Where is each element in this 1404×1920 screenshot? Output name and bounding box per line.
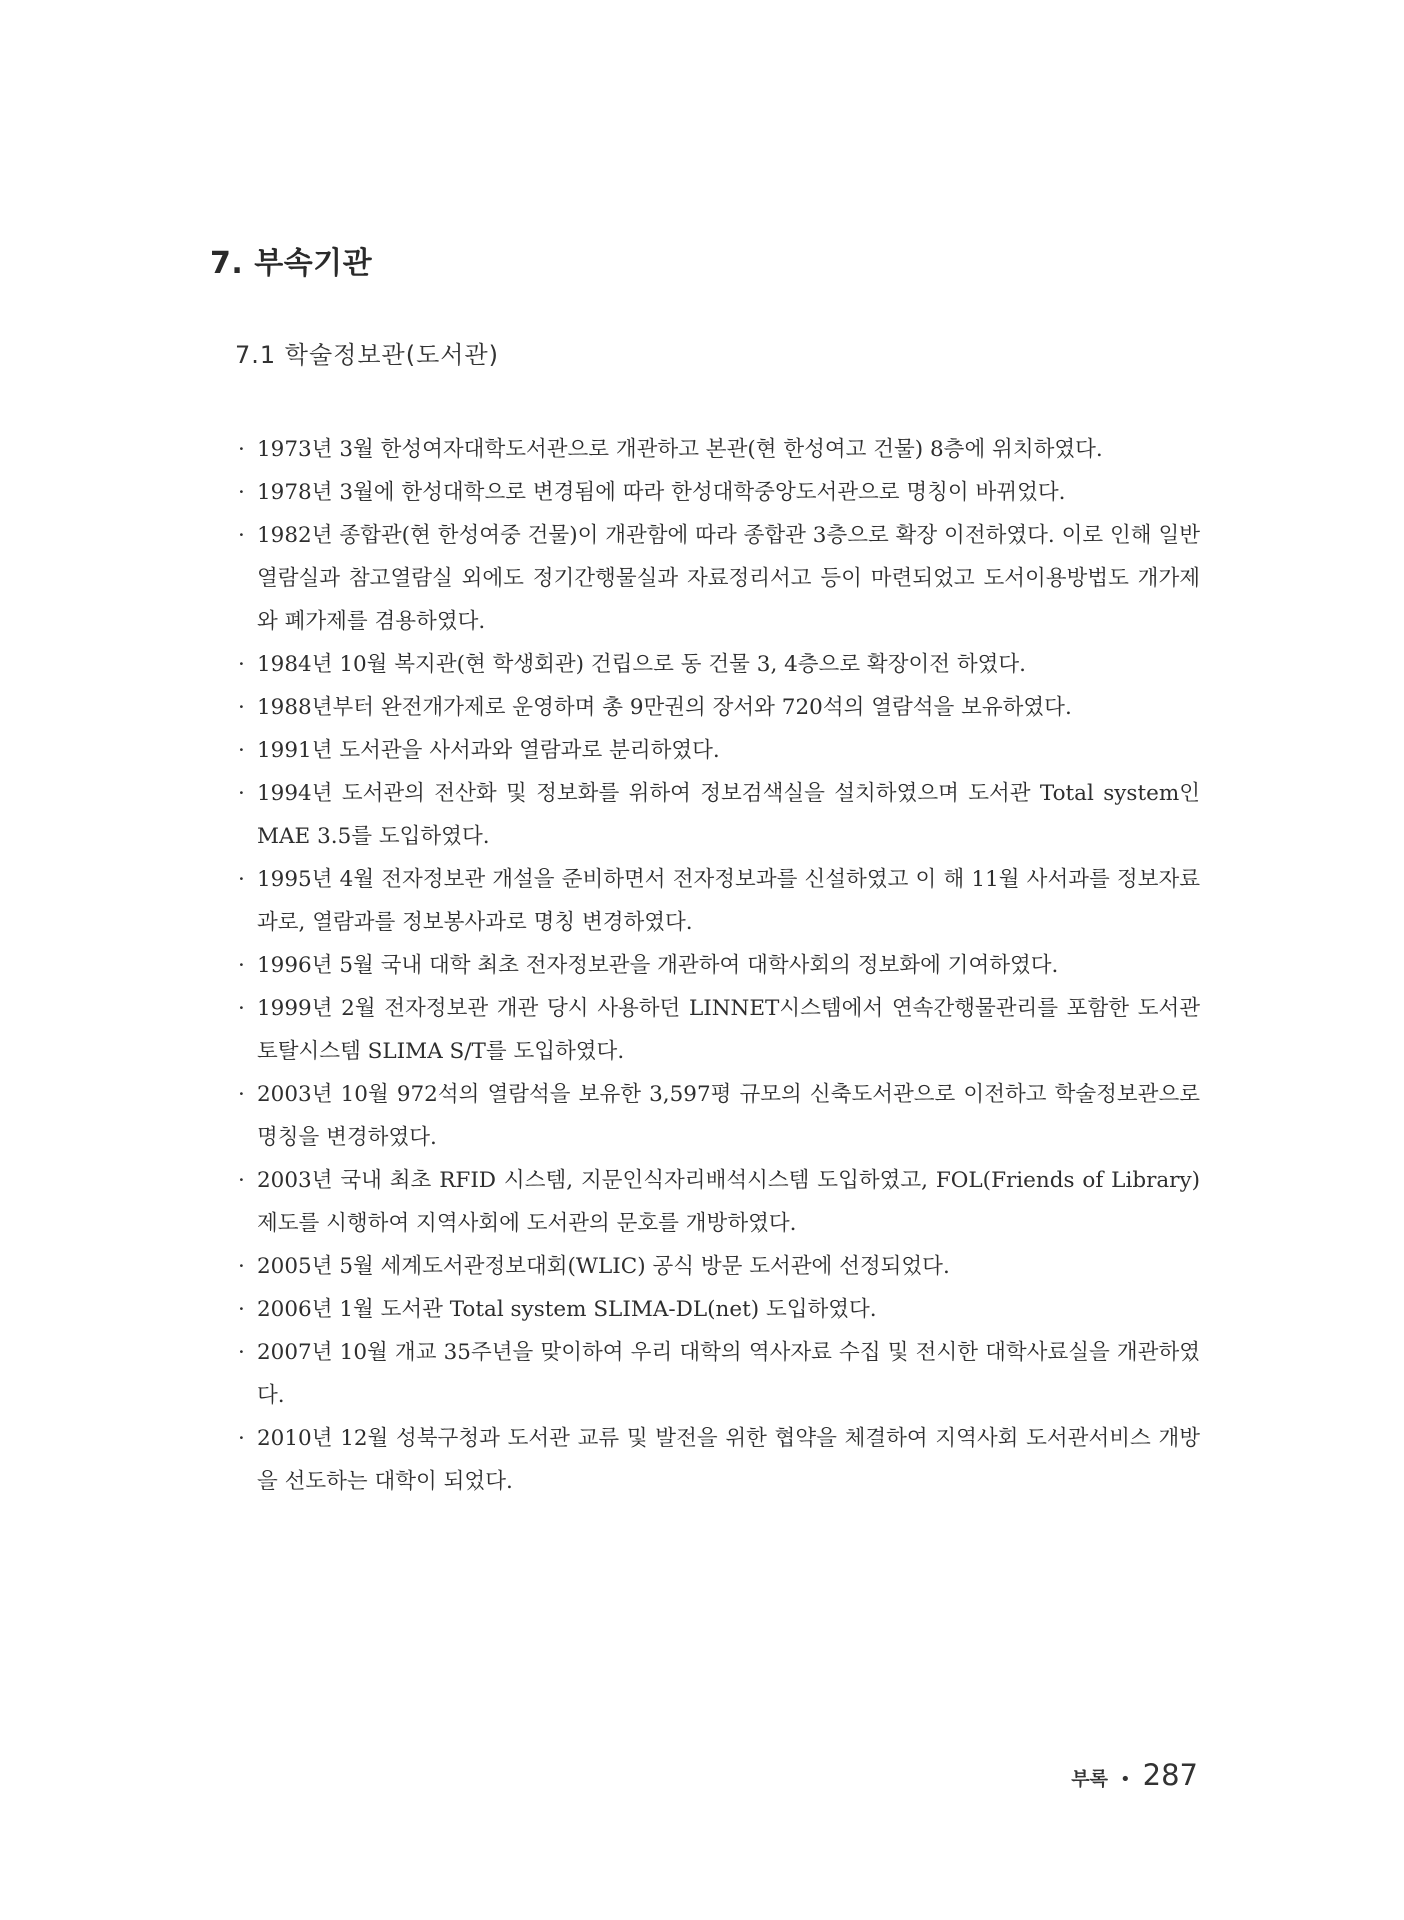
bullet-marker: ·: [238, 1426, 245, 1451]
history-item-text: 2005년 5월 세계도서관정보대회(WLIC) 공식 방문 도서관에 선정되었다.: [257, 1254, 950, 1279]
history-item-text: 2003년 국내 최초 RFID 시스템, 지문인식자리배석시스템 도입하였고, FOL(Friends of Library) 제도를 시행하여 지역사회에 도서관의 문호를 개방하였다.: [257, 1168, 1200, 1236]
history-item-text: 2006년 1월 도서관 Total system SLIMA-DL(net) 도입하였다.: [257, 1297, 877, 1322]
history-item-text: 2007년 10월 개교 35주년을 맞이하여 우리 대학의 역사자료 수집 및 전시한 대학사료실을 개관하였다.: [257, 1340, 1200, 1408]
history-item-text: 1978년 3월에 한성대학으로 변경됨에 따라 한성대학중앙도서관으로 명칭이 바뀌었다.: [257, 480, 1066, 505]
history-item: [238, 1245, 1200, 1288]
bullet-marker: ·: [238, 437, 245, 462]
history-item: [238, 514, 1200, 643]
history-item-text: 1988년부터 완전개가제로 운영하며 총 9만권의 장서와 720석의 열람석을 보유하였다.: [257, 695, 1072, 720]
bullet-marker: ·: [238, 867, 245, 892]
bullet-marker: ·: [238, 738, 245, 763]
history-item: [238, 686, 1200, 729]
history-item-text: 1999년 2월 전자정보관 개관 당시 사용하던 LINNET시스템에서 연속간행물관리를 포함한 도서관 토탈시스템 SLIMA S/T를 도입하였다.: [257, 996, 1200, 1064]
history-item: [238, 643, 1200, 686]
history-item: [238, 471, 1200, 514]
history-item: [238, 729, 1200, 772]
bullet-marker: ·: [238, 953, 245, 978]
history-item: [238, 944, 1200, 987]
section-title: 7. 부속기관: [210, 246, 373, 281]
footer-separator: •: [1120, 1769, 1131, 1790]
history-item-text: 1996년 5월 국내 대학 최초 전자정보관을 개관하여 대학사회의 정보화에 기여하였다.: [257, 953, 1059, 978]
bullet-marker: ·: [238, 1297, 245, 1322]
page-number: 287: [1142, 1758, 1198, 1792]
bullet-marker: ·: [238, 480, 245, 505]
history-item: [238, 1288, 1200, 1331]
bullet-marker: ·: [238, 1254, 245, 1279]
history-list: [238, 428, 1200, 1503]
subsection-title: 7.1 학술정보관(도서관): [235, 341, 499, 369]
bullet-marker: ·: [238, 1168, 245, 1193]
bullet-marker: ·: [238, 523, 245, 548]
bullet-marker: ·: [238, 1082, 245, 1107]
bullet-marker: ·: [238, 996, 245, 1021]
history-item-text: 1973년 3월 한성여자대학도서관으로 개관하고 본관(현 한성여고 건물) 8층에 위치하였다.: [257, 437, 1103, 462]
bullet-marker: ·: [238, 652, 245, 677]
bullet-marker: ·: [238, 695, 245, 720]
history-item-text: 1994년 도서관의 전산화 및 정보화를 위하여 정보검색실을 설치하였으며 도서관 Total system인 MAE 3.5를 도입하였다.: [257, 781, 1200, 849]
history-item: [238, 1073, 1200, 1159]
history-item: [238, 1417, 1200, 1503]
bullet-marker: ·: [238, 1340, 245, 1365]
page-footer: [1071, 1758, 1198, 1792]
history-item-text: 1982년 종합관(현 한성여중 건물)이 개관함에 따라 종합관 3층으로 확장 이전하였다. 이로 인해 일반열람실과 참고열람실 외에도 정기간행물실과 자료정리서고 등이 마련되었고 도서이용방법도 개가제와 폐가제를 겸용하였다.: [257, 523, 1200, 634]
history-item: [238, 1159, 1200, 1245]
history-item-text: 1984년 10월 복지관(현 학생회관) 건립으로 동 건물 3, 4층으로 확장이전 하였다.: [257, 652, 1026, 677]
history-item-text: 2003년 10월 972석의 열람석을 보유한 3,597평 규모의 신축도서관으로 이전하고 학술정보관으로 명칭을 변경하였다.: [257, 1082, 1200, 1150]
history-item-text: 1991년 도서관을 사서과와 열람과로 분리하였다.: [257, 738, 720, 763]
history-item-text: 1995년 4월 전자정보관 개설을 준비하면서 전자정보과를 신설하였고 이 해 11월 사서과를 정보자료과로, 열람과를 정보봉사과로 명칭 변경하였다.: [257, 867, 1200, 935]
bullet-marker: ·: [238, 781, 245, 806]
footer-section-label: 부록: [1071, 1768, 1109, 1790]
history-item: [238, 987, 1200, 1073]
history-item-text: 2010년 12월 성북구청과 도서관 교류 및 발전을 위한 협약을 체결하여 지역사회 도서관서비스 개방을 선도하는 대학이 되었다.: [257, 1426, 1200, 1494]
history-item: [238, 858, 1200, 944]
history-item: [238, 428, 1200, 471]
history-item: [238, 772, 1200, 858]
history-item: [238, 1331, 1200, 1417]
